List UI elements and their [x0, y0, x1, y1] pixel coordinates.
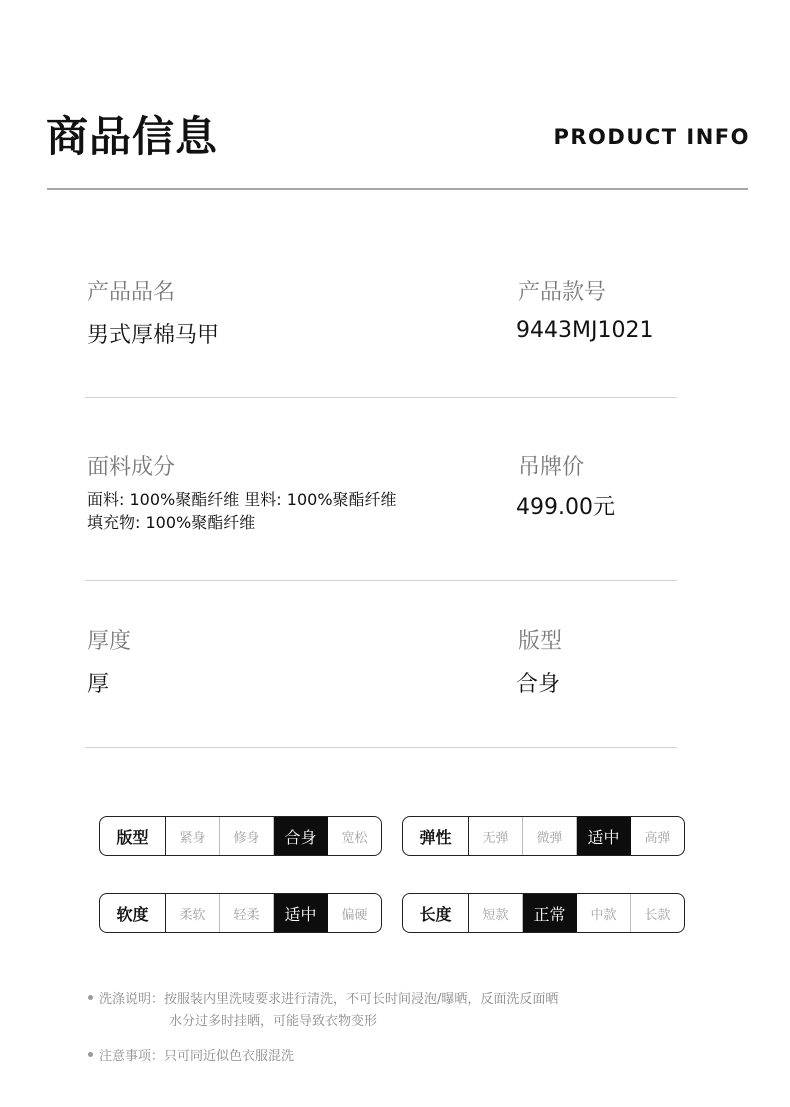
scale-option: 长款: [644, 907, 671, 923]
fabric-label: 面料成分: [87, 455, 176, 480]
scale-option: 无弹: [469, 817, 523, 855]
scale-category-label: 长度: [403, 894, 469, 932]
fit-value: 合身: [516, 672, 561, 697]
scale-option: 高弹: [644, 830, 671, 846]
scale-option-selected: 合身: [274, 817, 328, 855]
care-note-text: 只可同近似色衣服混洗: [164, 1049, 295, 1064]
scale-option: 紧身: [166, 817, 220, 855]
product-name-label: 产品品名: [87, 280, 176, 305]
scale-option-selected: 正常: [523, 894, 577, 932]
scale-option: 宽松: [341, 830, 368, 846]
wash-note-text-cont: 水分过多时挂晒，可能导致衣物变形: [169, 1014, 378, 1029]
care-note-label: 注意事项：: [99, 1049, 165, 1064]
scale-softness: [99, 893, 382, 933]
thickness-label: 厚度: [87, 629, 132, 654]
scale-elasticity: [402, 816, 685, 856]
header-divider: [47, 188, 748, 190]
product-sku-label: 产品款号: [518, 280, 607, 305]
page-title-en: PRODUCT INFO: [553, 125, 750, 149]
scale-option: 偏硬: [341, 907, 368, 923]
bullet-icon: [88, 1052, 93, 1057]
fabric-line-2: 填充物: 100%聚酯纤维: [87, 513, 256, 532]
scale-option: 中款: [577, 894, 631, 932]
bullet-icon: [88, 995, 93, 1000]
wash-note: [88, 989, 558, 1011]
scale-option-selected: 适中: [577, 817, 631, 855]
product-sku-value: 9443MJ1021: [516, 318, 654, 343]
scale-category-label: 版型: [100, 817, 166, 855]
scale-option: 修身: [220, 817, 274, 855]
row-divider: [85, 580, 677, 581]
row-divider: [85, 747, 677, 748]
fabric-value: [87, 488, 447, 534]
fabric-line-1: 面料: 100%聚酯纤维 里料: 100%聚酯纤维: [87, 490, 397, 509]
scale-option: 微弹: [523, 817, 577, 855]
scale-option: 轻柔: [220, 894, 274, 932]
scale-option: 短款: [469, 894, 523, 932]
care-note: [88, 1046, 294, 1068]
scale-length: [402, 893, 685, 933]
fit-label: 版型: [518, 629, 563, 654]
scale-option-selected: 适中: [274, 894, 328, 932]
thickness-value: 厚: [87, 672, 110, 697]
scale-category-label: 弹性: [403, 817, 469, 855]
scale-category-label: 软度: [100, 894, 166, 932]
price-value: 499.00元: [516, 495, 615, 520]
product-name-value: 男式厚棉马甲: [87, 323, 220, 348]
row-divider: [85, 397, 677, 398]
wash-note-label: 洗涤说明：: [99, 992, 165, 1007]
wash-note-text: 按服装内里洗唛要求进行清洗，不可长时间浸泡/曝晒，反面洗反面晒: [164, 992, 559, 1007]
price-label: 吊牌价: [518, 455, 585, 480]
scale-fit: [99, 816, 382, 856]
page-title-cn: 商品信息: [46, 112, 219, 161]
scale-option: 柔软: [166, 894, 220, 932]
